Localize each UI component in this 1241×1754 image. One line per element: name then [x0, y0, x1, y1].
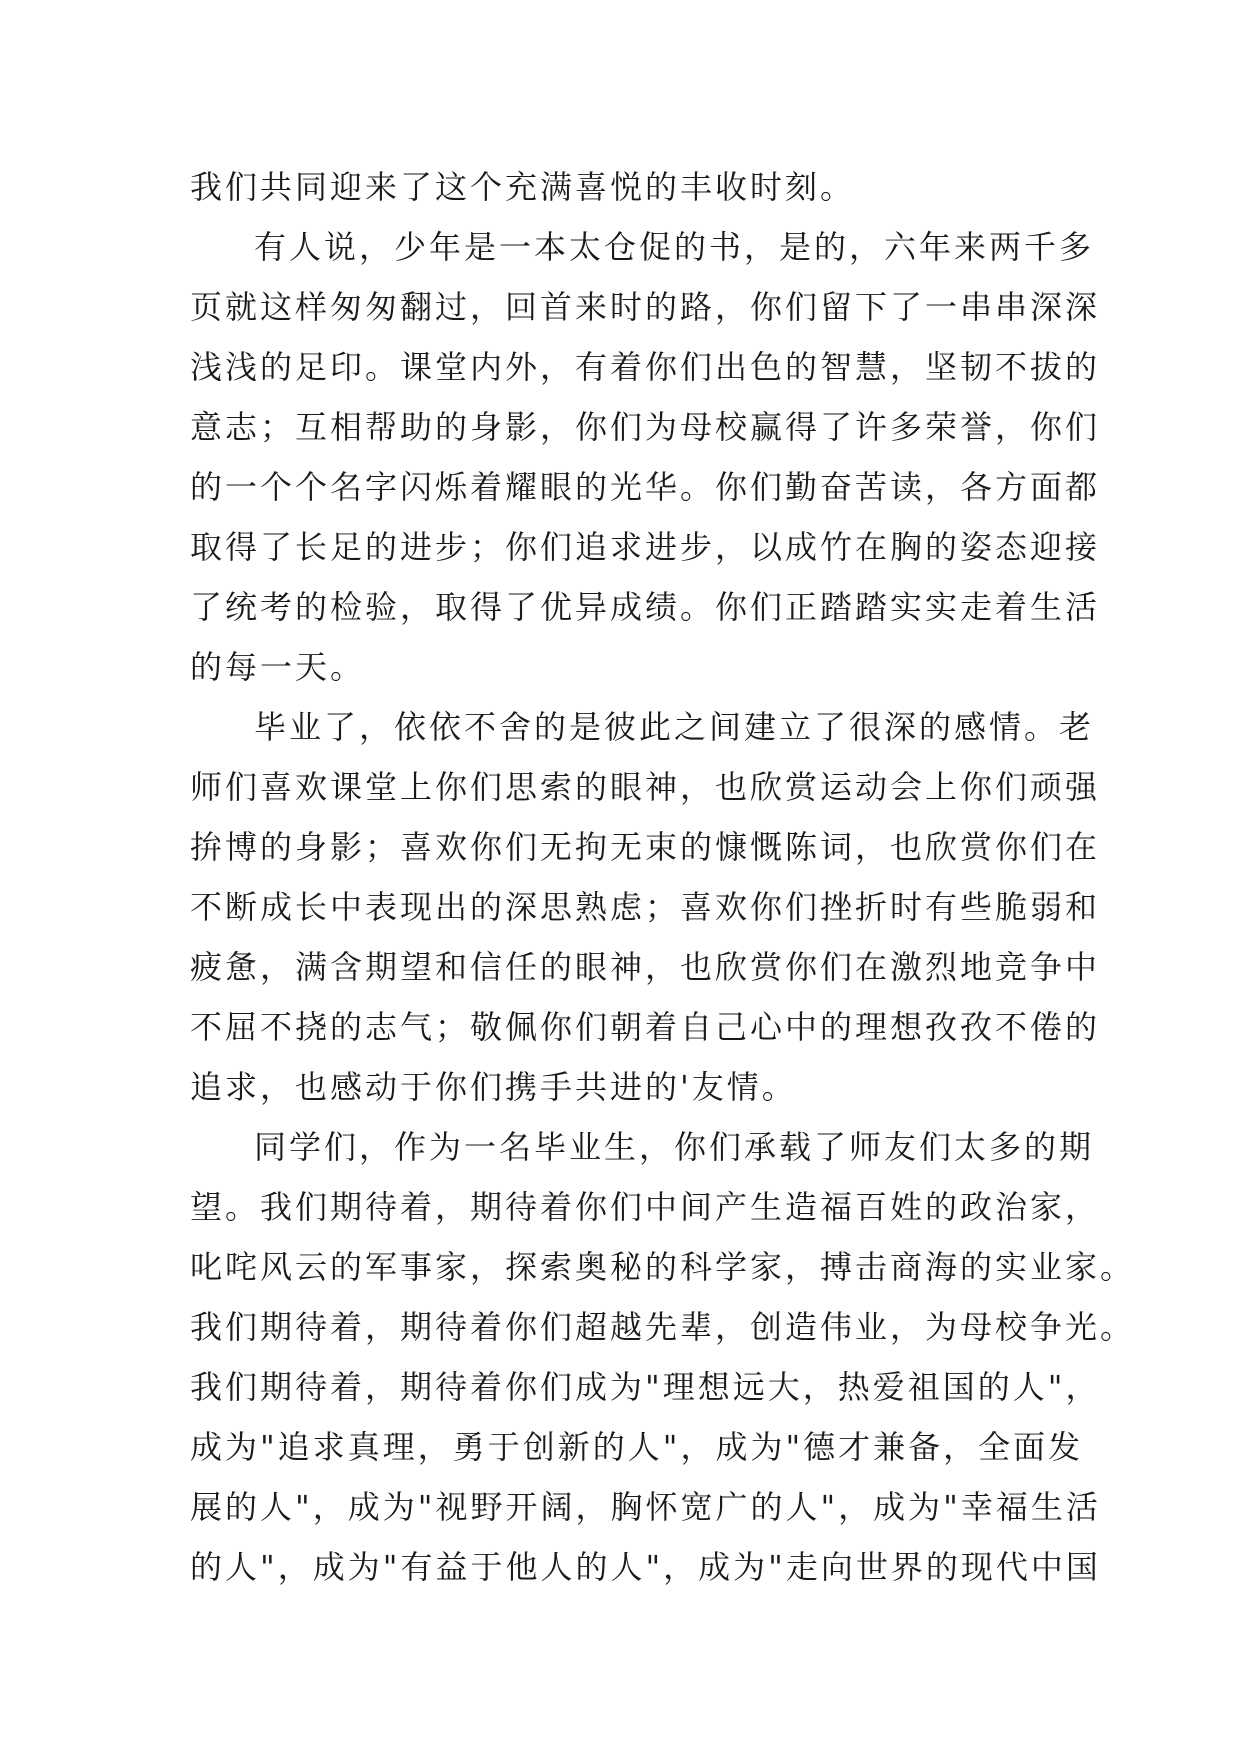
- text-line: 的人"，成为"有益于他人的人"，成为"走向世界的现代中国: [190, 1548, 1101, 1586]
- text-line: 叱咤风云的军事家，探索奥秘的科学家，搏击商海的实业家。: [190, 1248, 1136, 1286]
- text-line: 取得了长足的进步；你们追求进步，以成竹在胸的姿态迎接: [190, 528, 1101, 566]
- text-line: 我们期待着，期待着你们成为"理想远大，热爱祖国的人"，: [190, 1368, 1101, 1406]
- text-line: 疲惫，满含期望和信任的眼神，也欣赏你们在激烈地竞争中: [190, 948, 1101, 986]
- text-line: 意志；互相帮助的身影，你们为母校赢得了许多荣誉，你们: [190, 408, 1101, 446]
- text-line: 不屈不挠的志气；敬佩你们朝着自己心中的理想孜孜不倦的: [190, 1008, 1101, 1046]
- text-line: 有人说，少年是一本太仓促的书，是的，六年来两千多: [254, 228, 1095, 266]
- text-line: 成为"追求真理，勇于创新的人"，成为"德才兼备，全面发: [190, 1428, 1084, 1466]
- text-line: 我们期待着，期待着你们超越先辈，创造伟业，为母校争光。: [190, 1308, 1136, 1346]
- text-line: 页就这样匆匆翻过，回首来时的路，你们留下了一串串深深: [190, 288, 1101, 326]
- text-line: 追求，也感动于你们携手共进的'友情。: [190, 1068, 797, 1106]
- text-line: 同学们，作为一名毕业生，你们承载了师友们太多的期: [254, 1128, 1095, 1166]
- text-line: 毕业了，依依不舍的是彼此之间建立了很深的感情。老: [254, 708, 1095, 746]
- text-line: 展的人"，成为"视野开阔，胸怀宽广的人"，成为"幸福生活: [190, 1488, 1101, 1526]
- document-body: [190, 157, 1136, 1597]
- text-line: 拚博的身影；喜欢你们无拘无束的慷慨陈词，也欣赏你们在: [190, 828, 1101, 866]
- text-line: 的每一天。: [190, 648, 366, 686]
- text-line: 了统考的检验，取得了优异成绩。你们正踏踏实实走着生活: [190, 588, 1101, 626]
- text-line: 的一个个名字闪烁着耀眼的光华。你们勤奋苦读，各方面都: [190, 468, 1101, 506]
- text-line: 浅浅的足印。课堂内外，有着你们出色的智慧，坚韧不拔的: [190, 348, 1101, 386]
- text-line: 不断成长中表现出的深思熟虑；喜欢你们挫折时有些脆弱和: [190, 888, 1101, 926]
- text-line: 师们喜欢课堂上你们思索的眼神，也欣赏运动会上你们顽强: [190, 768, 1101, 806]
- text-line: 望。我们期待着，期待着你们中间产生造福百姓的政治家，: [190, 1188, 1101, 1226]
- text-line: 我们共同迎来了这个充满喜悦的丰收时刻。: [190, 168, 856, 206]
